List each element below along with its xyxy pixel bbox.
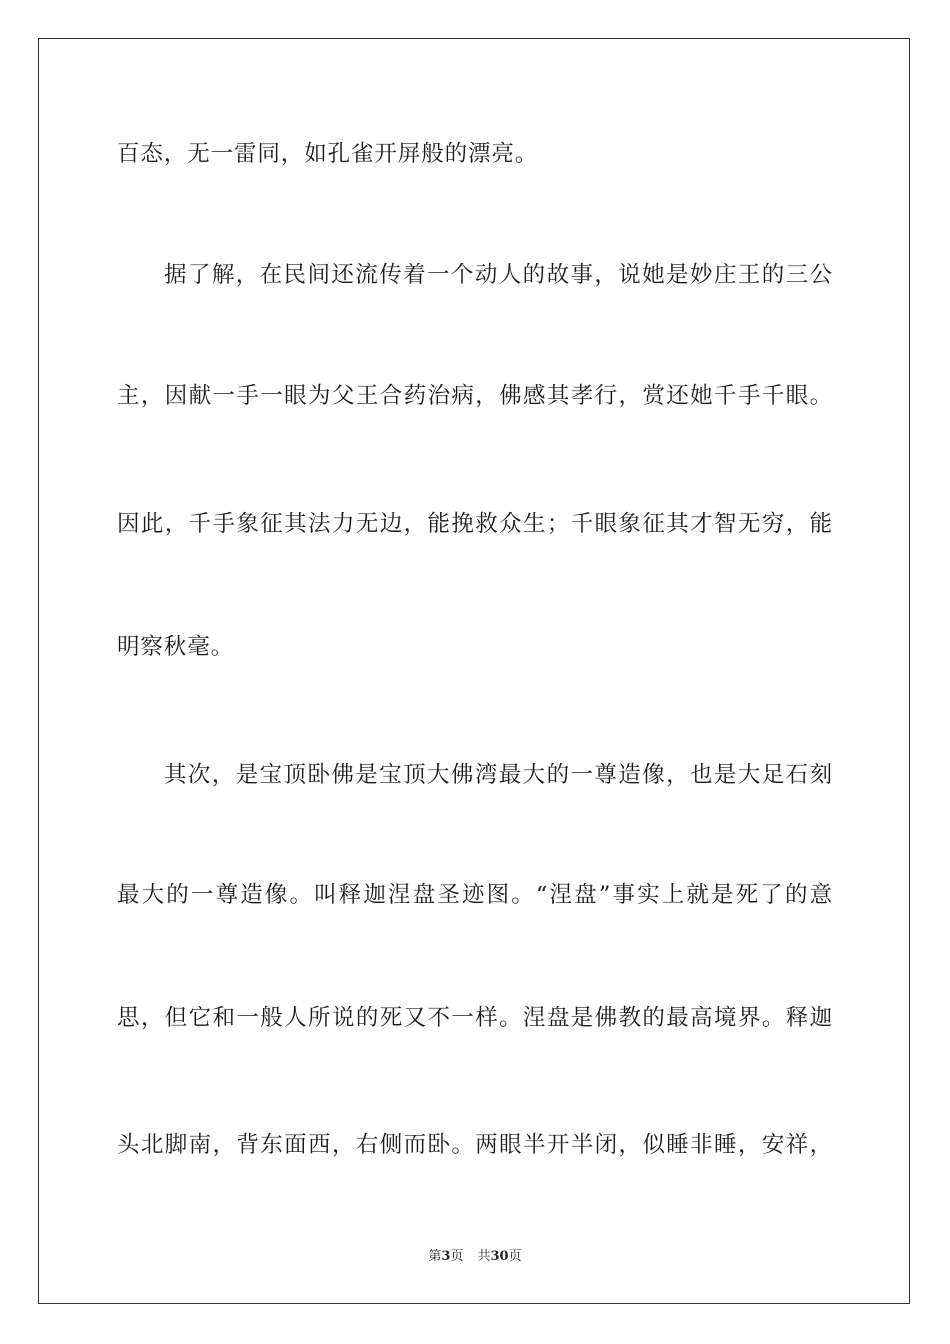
total-suffix: 页 xyxy=(508,1249,522,1264)
text-line-8: 思，但它和一般人所说的死又不一样。涅盘是佛教的最高境界。释迦 xyxy=(117,1005,833,1031)
text-line-3: 主，因献一手一眼为父王合药治病，佛感其孝行，赏还她千手千眼。 xyxy=(117,383,833,409)
text-line-7: 最大的一尊造像。叫释迦涅盘圣迹图。“涅盘”事实上就是死了的意 xyxy=(117,882,833,908)
text-line-2: 据了解，在民间还流传着一个动人的故事，说她是妙庄王的三公 xyxy=(164,262,833,288)
page-border xyxy=(38,38,910,1304)
page-number: 3 xyxy=(441,1249,451,1264)
text-line-4: 因此，千手象征其法力无边，能挽救众生；千眼象征其才智无穷，能 xyxy=(117,511,833,537)
text-line-1: 百态，无一雷同，如孔雀开屏般的漂亮。 xyxy=(117,141,539,167)
page-footer xyxy=(0,1248,950,1266)
text-line-6: 其次，是宝顶卧佛是宝顶大佛湾最大的一尊造像，也是大足石刻 xyxy=(164,762,833,788)
total-pages: 30 xyxy=(490,1249,509,1264)
total-prefix: 共 xyxy=(477,1249,491,1264)
text-line-5: 明察秋毫。 xyxy=(117,634,235,660)
page-prefix: 第 xyxy=(428,1249,442,1264)
page-suffix: 页 xyxy=(450,1249,464,1264)
text-line-9: 头北脚南，背东面西，右侧而卧。两眼半开半闭，似睡非睡，安祥， xyxy=(117,1132,833,1158)
